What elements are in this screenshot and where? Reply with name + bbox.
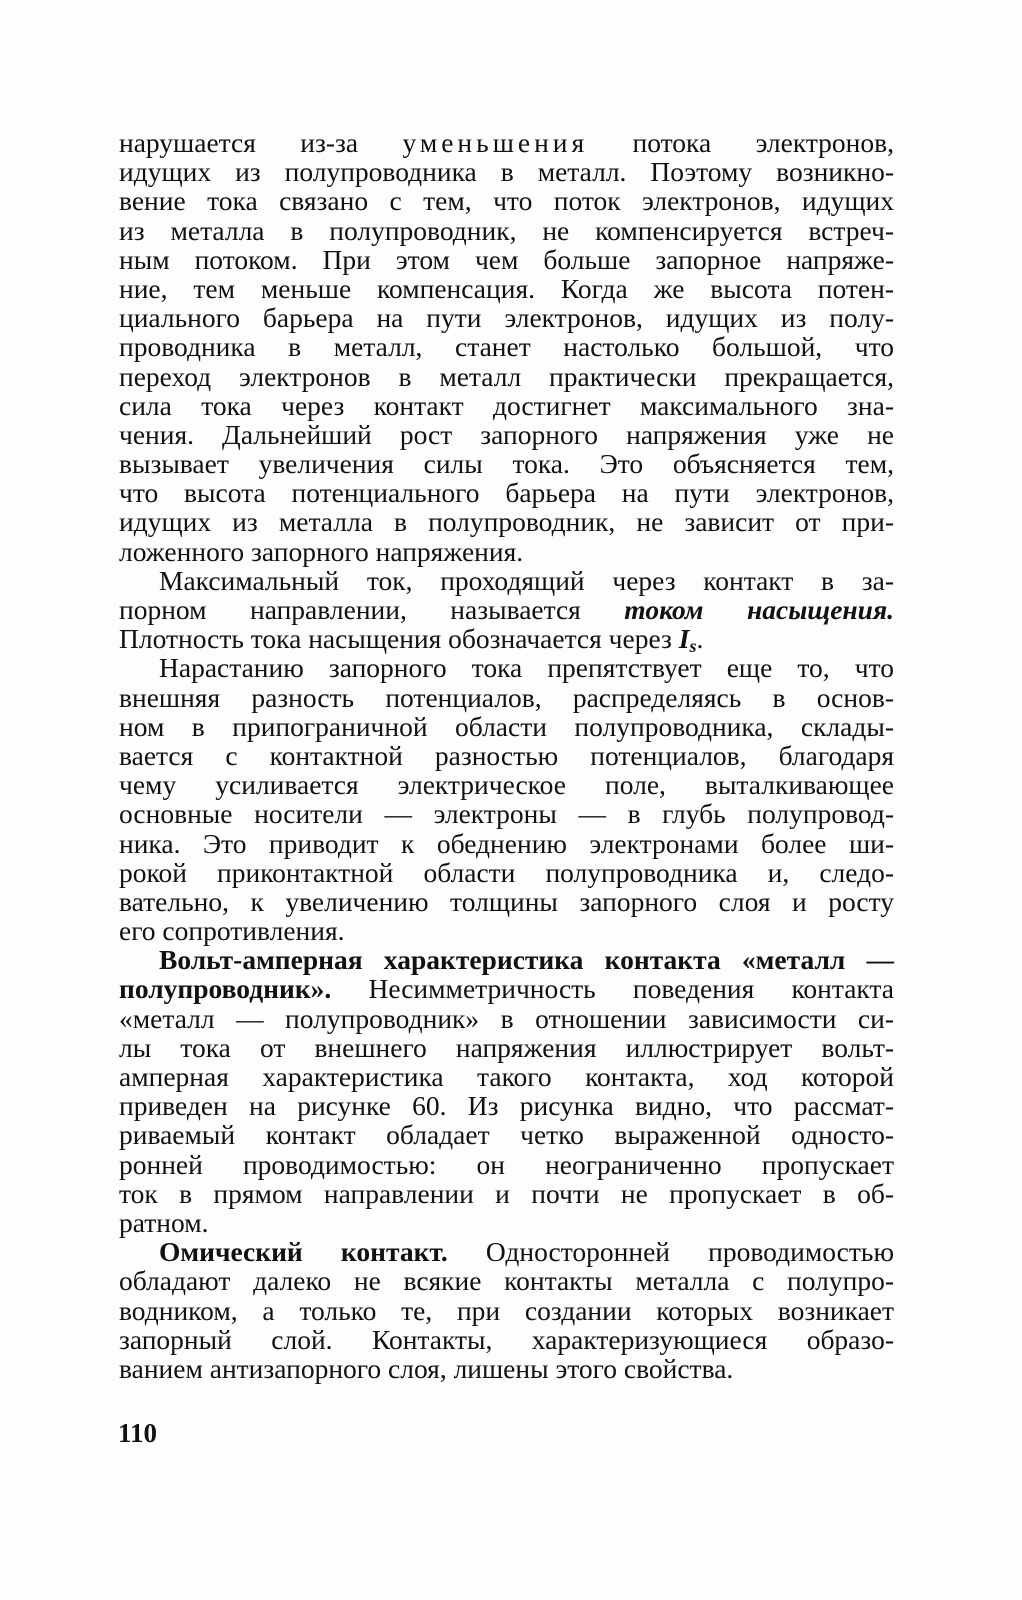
text-run: ванием антизапорного слоя, лишены этого свойства.: [119, 1352, 734, 1384]
text-run: лы тока от внешнего напряжения иллюстрирует вольт-: [119, 1031, 894, 1063]
text-line: [119, 595, 894, 624]
text-run: приведен на рисунке 60. Из рисунка видно, что рассмат-: [119, 1090, 894, 1122]
text-line: [119, 1033, 894, 1062]
text-run: из металла в полупроводник, не компенсируется встреч-: [119, 214, 894, 246]
text-line: [119, 274, 894, 303]
text-run: Нарастанию запорного тока препятствует еще то, что: [159, 652, 894, 684]
text-line: [119, 507, 894, 536]
text-run: идущих из металла в полупроводник, не зависит от при-: [119, 506, 894, 538]
text-run: Максимальный ток, проходящий через контакт в за-: [159, 564, 894, 596]
text-run: что высота потенциального барьера на пути электронов,: [119, 477, 894, 509]
text-line: [119, 829, 894, 858]
paragraph: [119, 653, 894, 945]
text-line: [119, 1325, 894, 1354]
text-line: [119, 537, 894, 566]
text-run: ным потоком. При этом чем больше запорное напряже-: [119, 243, 894, 275]
text-run: потока электронов,: [588, 127, 894, 158]
text-line: [119, 128, 894, 157]
text-run: уменьшения: [402, 127, 589, 158]
text-run: риваемый контакт обладает четко выраженной односто-: [119, 1119, 894, 1151]
text-run: его сопротивления.: [119, 915, 345, 947]
text-run: вение тока связано с тем, что поток электронов, идущих: [119, 185, 894, 217]
text-run: ном в припограничной области полупроводника, склады-: [119, 710, 894, 742]
paragraph: [119, 128, 894, 566]
text-run: .: [696, 623, 704, 655]
run-term: током насыщения.: [624, 594, 894, 625]
text-run: основные носители — электроны — в глубь полупровод-: [119, 798, 894, 830]
text-line: [119, 216, 894, 245]
text-line: [119, 770, 894, 799]
run-term: I: [678, 623, 690, 655]
text-run: чения. Дальнейший рост запорного напряжения уже не: [119, 418, 894, 450]
paragraph: [119, 564, 894, 657]
text-run: ние, тем меньше компенсация. Когда же высота потен-: [119, 272, 894, 304]
text-run: сила тока через контакт достигнет максимального зна-: [119, 389, 894, 421]
text-run: обладают далеко не всякие контакты металла с полупро-: [119, 1265, 894, 1297]
run-term: s: [689, 636, 697, 657]
text-line: [119, 478, 894, 507]
text-run: Односторонней проводимостью: [447, 1236, 894, 1268]
text-run: «металл — полупроводник» в отношении зависимости си-: [119, 1002, 894, 1034]
text-line: [119, 712, 894, 741]
text-line: [119, 799, 894, 828]
text-run: ток в прямом направлении и почти не пропускает в об-: [119, 1177, 894, 1209]
text-run: внешняя разность потенциалов, распределяясь в основ-: [119, 681, 894, 713]
text-run: вательно, к увеличению толщины запорного слоя и росту: [119, 885, 894, 917]
text-line: [119, 566, 894, 595]
text-run: Несимметричность поведения контакта: [331, 973, 894, 1005]
text-run: проводника в металл, станет настолько большой, что: [119, 331, 894, 363]
text-line: [119, 391, 894, 420]
run-heading: Вольт-амперная характеристика контакта «металл —: [159, 944, 894, 976]
text-line: [119, 303, 894, 332]
text-run: ложенного запорного напряжения.: [119, 535, 524, 567]
text-line: [119, 858, 894, 887]
run-heading: полупроводник».: [119, 973, 332, 1005]
text-run: амперная характеристика такого контакта, ход которой: [119, 1061, 894, 1092]
text-run: вается с контактной разностью потенциалов, благодаря: [119, 739, 894, 771]
text-line: [119, 157, 894, 186]
text-run: ратном.: [119, 1206, 209, 1238]
text-line: [119, 945, 894, 974]
text-line: [119, 420, 894, 449]
text-run: порном направлении, называется: [119, 594, 625, 625]
text-line: [119, 887, 894, 916]
text-line: [119, 974, 894, 1003]
text-run: идущих из полупроводника в металл. Поэтому возникно-: [119, 156, 894, 188]
text-line: [119, 449, 894, 478]
text-line: [119, 186, 894, 215]
paragraph: [119, 945, 894, 1237]
text-line: [119, 1354, 894, 1383]
run-heading: Омический контакт.: [159, 1236, 448, 1268]
text-run: нарушается из-за: [119, 127, 403, 158]
text-run: рокой приконтактной области полупроводника и, следо-: [119, 856, 894, 888]
text-run: Плотность тока насыщения обозначается через: [119, 623, 679, 655]
text-run: водником, а только те, при создании которых возникает: [119, 1294, 894, 1326]
text-line: [119, 1208, 894, 1237]
text-run: запорный слой. Контакты, характеризующиеся образо-: [119, 1323, 894, 1355]
text-line: [119, 1266, 894, 1295]
text-line: [119, 653, 894, 682]
body-text: [119, 128, 894, 1383]
text-run: переход электронов в металл практически прекращается,: [119, 360, 894, 392]
text-line: [119, 623, 894, 657]
page-number: 110: [118, 1418, 158, 1448]
text-run: вызывает увеличения силы тока. Это объясняется тем,: [119, 448, 894, 480]
text-line: [119, 332, 894, 361]
text-line: [119, 1237, 894, 1266]
text-line: [119, 1296, 894, 1325]
text-line: [119, 916, 894, 945]
text-line: [119, 1179, 894, 1208]
text-line: [119, 1120, 894, 1149]
text-line: [119, 683, 894, 712]
text-run: циального барьера на пути электронов, идущих из полу-: [119, 302, 894, 334]
text-line: [119, 1091, 894, 1120]
text-line: [119, 1062, 894, 1091]
text-run: ника. Это приводит к обеднению электронами более ши-: [119, 827, 894, 859]
text-line: [119, 1150, 894, 1179]
text-line: [119, 362, 894, 391]
text-line: [119, 1004, 894, 1033]
paragraph: [119, 1237, 894, 1383]
text-line: [119, 245, 894, 274]
text-line: [119, 741, 894, 770]
text-run: ронней проводимостью: он неограниченно пропускает: [119, 1148, 894, 1180]
text-run: чему усиливается электрическое поле, выталкивающее: [119, 769, 894, 801]
